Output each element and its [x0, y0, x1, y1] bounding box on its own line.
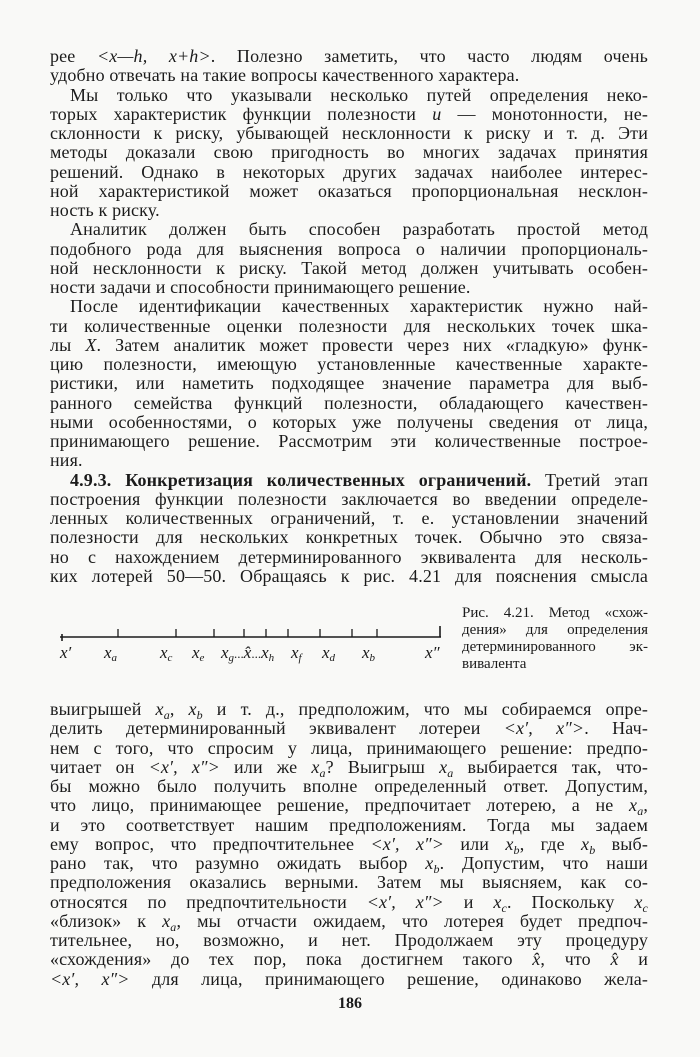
variable-subscript: c — [642, 900, 649, 915]
text-run: ти количественные оценки полезности для нескольких точек шка- — [50, 315, 648, 336]
text-line — [50, 124, 648, 143]
math-variable — [439, 756, 454, 780]
math-expression: u — [432, 103, 442, 124]
text-run: После идентификации качественных характеристик нужно най- — [70, 296, 648, 317]
variable-subscript: a — [637, 804, 644, 819]
text-run: лы — [50, 334, 86, 355]
text-line — [50, 739, 648, 758]
text-run: рано так, что разумно ожидать выбор — [50, 853, 426, 873]
math-variable — [581, 833, 596, 857]
page-number: 186 — [338, 995, 362, 1012]
label-subscript: a — [111, 652, 118, 664]
text-run: ? Выигрыш — [325, 756, 440, 777]
text-run: ему вопрос, что предпочтительнее — [50, 833, 371, 854]
math-variable — [493, 891, 507, 915]
axis-label-xd — [322, 643, 335, 663]
text-run: для лица, принимающего решение, одинаково жела- — [129, 968, 649, 989]
text-run: «схождения» до тех пор, пока достигнем такого — [50, 949, 533, 970]
text-run: выигрышей — [50, 699, 156, 719]
text-line — [50, 220, 648, 239]
text-run: . Затем аналитик может провести через них «гладкую» функ- — [96, 334, 648, 355]
text-line — [50, 201, 648, 220]
text-run: ности задачи и способности принимающего решение. — [50, 277, 471, 297]
text-run: ния. — [50, 450, 83, 471]
math-expression: x̂ — [610, 949, 619, 970]
variable-symbol: x — [634, 891, 643, 912]
math-expression: <x′, x″> — [50, 968, 130, 989]
axis-label-xc — [160, 643, 172, 663]
variable-symbol: x — [188, 699, 197, 719]
axis-label-x-prime — [60, 643, 71, 663]
label-symbol: x — [291, 643, 299, 662]
axis-label-xf — [291, 643, 302, 663]
text-line — [50, 47, 648, 66]
text-run: , что — [540, 949, 611, 970]
axis-label-xb — [362, 643, 375, 663]
label-symbol: x — [221, 643, 229, 662]
math-expression: X — [85, 334, 97, 355]
text-line — [50, 336, 648, 355]
variable-subscript: a — [170, 919, 177, 934]
caption-line: детерминированного эк- — [462, 639, 648, 655]
label-symbol: x — [261, 643, 269, 662]
text-run: и это соответствует нашим предположениям. Тогда мы задаем — [50, 814, 648, 835]
text-run: и — [443, 891, 494, 912]
text-run: нем с того, что спросим у лица, принимающего решение: предпо- — [50, 737, 648, 758]
variable-subscript: b — [589, 842, 596, 857]
text-run: Мы только что указывали несколько путей определения неко- — [70, 84, 648, 105]
text-line — [50, 278, 648, 297]
text-line — [50, 86, 648, 105]
variable-symbol: x — [629, 795, 638, 816]
variable-symbol: x — [311, 756, 320, 777]
text-run: ными особенностями, о которых уже получены сведения от лица, — [50, 411, 648, 432]
text-line — [50, 719, 648, 738]
text-run: построения функции полезности заключается во введении определе- — [50, 488, 648, 509]
text-run: ристики, или наметить подходящее значение параметра для выб- — [50, 373, 648, 394]
text-run: . Допустим, что наши — [439, 853, 648, 873]
label-subscript: c — [167, 652, 173, 664]
text-line — [50, 240, 648, 259]
variable-subscript: b — [433, 862, 440, 876]
text-run: удобно отвечать на такие вопросы качественного характера. — [50, 65, 520, 86]
math-variable — [634, 891, 649, 915]
math-expression: x̂ — [532, 949, 541, 970]
text-line — [50, 910, 648, 934]
text-line — [50, 182, 648, 201]
label-ellipsis: ... — [251, 646, 262, 661]
label-symbol: x — [104, 643, 112, 662]
caption-line: дения» для определения — [462, 622, 648, 638]
caption-line: Рис. 4.21. Метод «схож- — [462, 605, 648, 621]
text-run: цию полезности, имеющую установленные качественные характе- — [50, 354, 648, 374]
text-run: Третий этап — [531, 469, 648, 490]
text-line — [50, 509, 648, 528]
math-expression: <x′, x″> — [503, 718, 585, 739]
label-symbol: x — [160, 643, 168, 662]
text-run: предположения оказались верными. Затем мы выясняем, как со- — [50, 872, 648, 893]
math-variable — [629, 795, 644, 819]
text-run: , мы отчасти ожидаем, что лотерея будет предпоч- — [176, 910, 648, 931]
text-run: рее — [50, 46, 97, 66]
text-line — [50, 528, 648, 547]
text-run: ких лотерей 50—50. Обращаясь к рис. 4.21 для пояснения смысла — [50, 565, 648, 586]
text-run: методы доказали свою пригодность во многих задачах принятия — [50, 142, 648, 163]
label-symbol: x — [362, 643, 370, 662]
label-symbol: x′ — [60, 643, 72, 662]
text-line — [50, 567, 648, 586]
text-block-bottom — [50, 700, 648, 989]
text-line — [50, 259, 648, 278]
text-run: делить детерминированный эквивалент лотереи — [50, 718, 504, 739]
text-run: тительнее, но, возможно, и нет. Продолжаем эту процедуру — [50, 930, 648, 950]
text-run: принимающего решение. Рассмотрим эти количественные построе- — [50, 431, 648, 451]
text-run: выб- — [595, 833, 648, 854]
variable-symbol: x — [425, 853, 434, 873]
variable-symbol: x — [493, 891, 502, 912]
text-line — [50, 471, 648, 490]
text-run: и — [618, 949, 648, 970]
axis-label-cluster-xg-xhat-xh — [221, 643, 274, 664]
text-line — [50, 66, 648, 85]
math-variable — [311, 756, 326, 780]
label-subscript: b — [369, 652, 376, 664]
variable-subscript: b — [513, 842, 520, 857]
text-line — [50, 950, 648, 969]
figure-caption — [462, 605, 648, 673]
text-run: читает он — [50, 756, 149, 777]
text-run: бы можно было получить вполне определенный ответ. Допустим, — [50, 776, 648, 796]
text-run: что лицо, принимающее решение, предпочитает лотерею, а не — [50, 795, 630, 816]
math-variable — [505, 833, 520, 857]
text-line — [50, 816, 648, 835]
text-line — [50, 777, 648, 796]
variable-subscript: a — [319, 765, 326, 780]
math-expression: <x′, x″> — [148, 756, 220, 777]
label-subscript: d — [329, 652, 336, 664]
label-subscript: e — [199, 652, 205, 664]
text-run: . Нач- — [584, 718, 648, 739]
text-run: ной несклонности к риску. Такой метод должен учитывать особен- — [50, 257, 648, 278]
math-variable — [425, 853, 440, 876]
text-run: . Полезно заметить, что часто людям очень — [210, 46, 648, 66]
axis-label-x-double-prime — [425, 643, 440, 663]
variable-symbol: x — [155, 699, 164, 719]
variable-subscript: b — [196, 708, 203, 722]
text-line — [50, 891, 649, 915]
text-run: решений. Однако в некоторых других задачах наиболее интерес- — [50, 161, 648, 182]
caption-line: вивалента — [462, 656, 527, 672]
text-run: подобного рода для выяснения вопроса о наличии пропорциональ- — [50, 238, 648, 259]
text-run: но с нахождением детерминированного эквивалента для несколь- — [50, 546, 648, 567]
math-expression: <x′, x″> — [366, 891, 444, 912]
math-expression: <x—h, x+h> — [96, 46, 211, 66]
text-line — [50, 970, 648, 989]
text-run: торых характеристик функции полезности — [50, 103, 433, 124]
text-line — [50, 105, 648, 124]
text-run: , — [643, 795, 648, 816]
text-run: . Поскольку — [506, 891, 635, 912]
text-line — [50, 297, 648, 316]
text-line — [50, 756, 649, 780]
section-heading: 4.9.3. Конкретизация количественных ограничений. — [70, 469, 532, 490]
text-line — [50, 490, 648, 509]
math-expression: <x′, x″> — [370, 833, 445, 854]
text-line — [50, 795, 648, 819]
figure-4-21 — [0, 600, 700, 680]
label-subscript: h — [268, 652, 275, 664]
text-line — [50, 451, 648, 470]
text-run: полезности для нескольких конкретных точек. Обычно это связа- — [50, 527, 648, 548]
text-run: ность к риску. — [50, 200, 160, 220]
text-line — [50, 699, 648, 722]
math-variable — [188, 699, 203, 722]
text-run: , — [169, 699, 189, 719]
variable-subscript: a — [163, 708, 170, 722]
text-line — [50, 833, 648, 857]
text-line — [50, 931, 648, 950]
text-run: или — [444, 833, 506, 854]
label-symbol: x — [322, 643, 330, 662]
text-line — [50, 853, 648, 876]
math-variable — [162, 910, 177, 934]
text-line — [50, 873, 648, 892]
text-run: относятся по предпочтительности — [50, 891, 367, 912]
label-subscript: f — [298, 652, 302, 664]
text-run: «близок» к — [50, 910, 163, 931]
text-run: , где — [519, 833, 582, 854]
text-line — [50, 163, 648, 182]
text-run: — монотонности, не- — [441, 103, 648, 124]
variable-subscript: a — [447, 765, 454, 780]
label-ellipsis: ... — [234, 646, 244, 661]
text-line — [50, 317, 648, 336]
label-symbol-xhat: x̂ — [243, 643, 252, 662]
text-line — [50, 548, 648, 567]
text-run: ранного семейства функций полезности, обладающего качествен- — [50, 392, 648, 413]
text-line — [50, 374, 648, 393]
variable-symbol: x — [439, 756, 448, 777]
label-subscript: g — [228, 652, 235, 664]
text-run: и т. д., предположим, что мы собираемся опре- — [202, 699, 648, 719]
axis-label-xe — [192, 643, 204, 663]
text-line — [50, 413, 648, 432]
text-line — [50, 432, 648, 451]
text-line — [50, 143, 648, 162]
text-run: склонности к риску, убывающей несклонности к риску и т. д. Эти — [50, 123, 648, 143]
label-symbol: x — [192, 643, 200, 662]
text-run: или же — [219, 756, 312, 777]
text-run: выбирается так, что- — [453, 756, 649, 777]
text-block-top — [50, 47, 648, 586]
math-variable — [155, 699, 170, 722]
text-run: Аналитик должен быть способен разработать простой метод — [70, 219, 648, 240]
variable-symbol: x — [581, 833, 590, 854]
text-line — [50, 355, 648, 374]
label-symbol: x″ — [425, 643, 440, 662]
text-line — [50, 394, 648, 413]
variable-symbol: x — [162, 910, 171, 931]
axis-label-xa — [104, 643, 117, 663]
variable-symbol: x — [505, 833, 514, 854]
text-run: ленных количественных ограничений, т. е. установлении значений — [50, 508, 648, 528]
variable-subscript: c — [501, 900, 507, 915]
text-run: ной характеристикой может оказаться пропорциональная несклон- — [50, 180, 648, 201]
